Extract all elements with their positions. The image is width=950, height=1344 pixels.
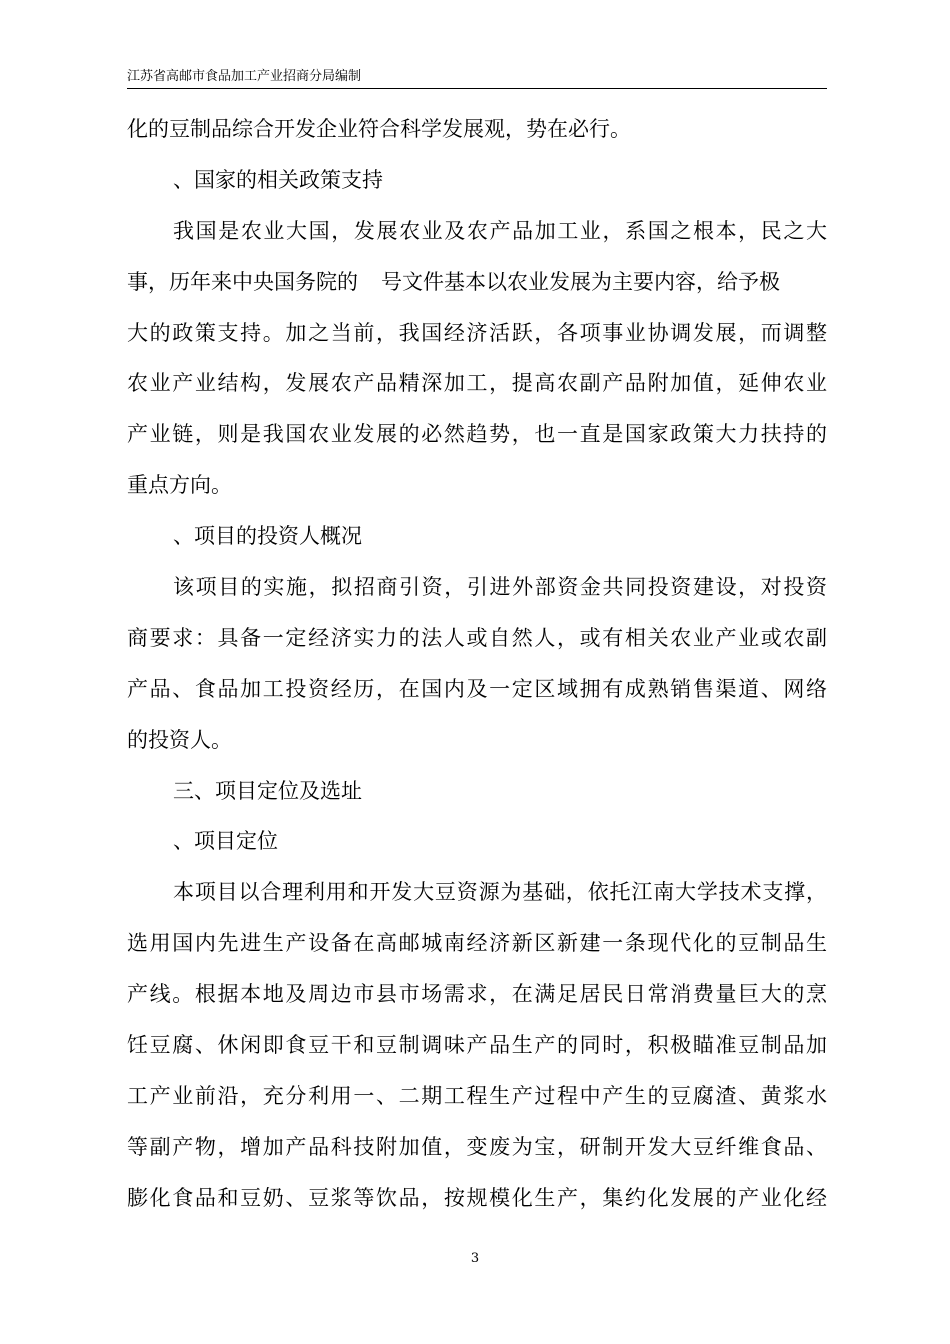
section-heading: 、项目的投资人概况 (173, 524, 362, 549)
page-number: 3 (470, 1251, 480, 1266)
text-line (127, 257, 827, 308)
text-line: 农业产业结构，发展农产品精深加工，提高农副产品附加值，延伸农业 (127, 371, 827, 396)
text-line: 膨化食品和豆奶、豆浆等饮品，按规模化生产，集约化发展的产业化经 (127, 1185, 827, 1210)
page-header (127, 66, 827, 89)
text-line: 商要求：具备一定经济实力的法人或自然人，或有相关农业产业或农副 (127, 625, 827, 650)
text-line: 重点方向。 (127, 473, 232, 498)
text-line: 的投资人。 (127, 727, 232, 752)
text-line: 本项目以合理利用和开发大豆资源为基础，依托江南大学技术支撑， (173, 880, 827, 905)
section-heading: 、国家的相关政策支持 (173, 167, 383, 192)
text-line: 化的豆制品综合开发企业符合科学发展观，势在必行。 (127, 117, 631, 141)
text-line: 该项目的实施，拟招商引资，引进外部资金共同投资建设，对投资 (173, 575, 827, 600)
text-line: 饪豆腐、休闲即食豆干和豆制调味产品生产的同时，积极瞄准豆制品加 (127, 1033, 827, 1058)
text-line: 大的政策支持。加之当前，我国经济活跃，各项事业协调发展，而调整 (127, 320, 827, 345)
text-line: 选用国内先进生产设备在高邮城南经济新区新建一条现代化的豆制品生 (127, 931, 827, 956)
text-line: 产线。根据本地及周边市县市场需求，在满足居民日常消费量巨大的烹 (127, 982, 827, 1007)
text-line: 我国是农业大国，发展农业及农产品加工业，系国之根本，民之大 (173, 218, 827, 243)
text-line: 工产业前沿，充分利用一、二期工程生产过程中产生的豆腐渣、黄浆水 (127, 1083, 827, 1108)
chapter-heading: 三、项目定位及选址 (173, 778, 362, 803)
text-line: 等副产物，增加产品科技附加值，变废为宝，研制开发大豆纤维食品、 (127, 1134, 827, 1159)
header-title: 江苏省高邮市食品加工产业招商分局编制 (127, 69, 362, 84)
text-line: 产品、食品加工投资经历，在国内及一定区域拥有成熟销售渠道、网络 (127, 676, 827, 701)
text-line: 产业链，则是我国农业发展的必然趋势，也一直是国家政策大力扶持的 (127, 422, 827, 447)
text-segment: 事，历年来中央国务院的 (127, 269, 358, 294)
text-segment: 号文件基本以农业发展为主要内容，给予极 (381, 269, 780, 294)
document-body (127, 104, 827, 1224)
section-heading: 、项目定位 (173, 829, 278, 854)
